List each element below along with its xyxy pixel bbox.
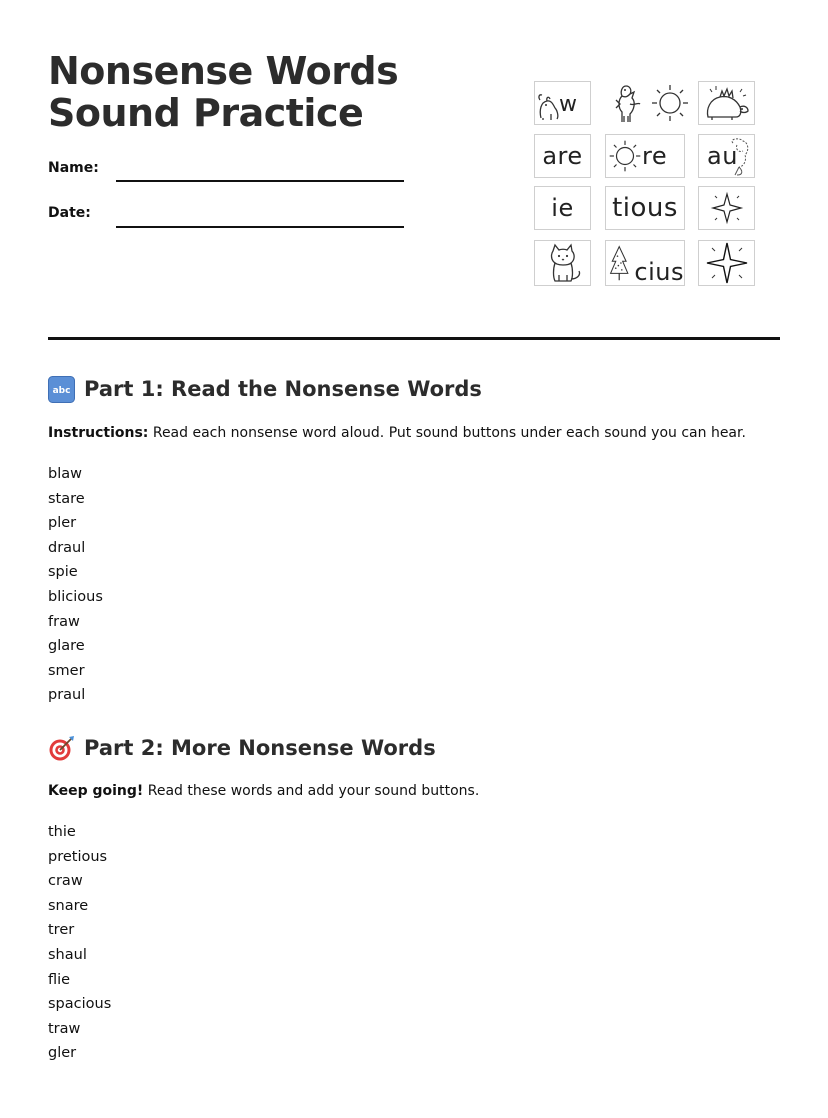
date-label: Date:	[48, 205, 91, 221]
tile-dragon	[605, 81, 647, 125]
list-item: thie	[48, 824, 76, 840]
part2-word-list	[48, 820, 111, 1066]
list-item: draul	[48, 539, 86, 556]
part1-heading	[48, 374, 482, 404]
tile-star-small	[698, 186, 755, 230]
dinosaur-icon	[702, 83, 752, 123]
target-icon	[48, 735, 75, 762]
tile-text: re	[642, 142, 668, 170]
part1-instructions	[48, 425, 746, 441]
part2-heading-text: Part 2: More Nonsense Words	[84, 736, 436, 760]
part1-instr-text: Read each nonsense word aloud. Put sound buttons under each sound you can hear.	[148, 425, 746, 441]
tile-star-large	[698, 240, 755, 286]
part2-instructions	[48, 783, 479, 799]
tile-tious	[605, 186, 685, 230]
part1-word-list	[48, 462, 103, 708]
tile-cat	[534, 240, 591, 286]
abc-icon	[48, 376, 75, 403]
part2-heading	[48, 733, 436, 763]
date-line[interactable]	[116, 226, 404, 228]
tile-text: are	[542, 142, 583, 170]
list-item: blaw	[48, 466, 82, 482]
page-title: Nonsense Words Sound Practice	[48, 49, 399, 135]
dragon-icon	[610, 82, 642, 124]
tile-text: ie	[551, 194, 574, 222]
list-item: pler	[48, 515, 77, 532]
star-icon	[704, 240, 750, 286]
name-label: Name:	[48, 160, 99, 176]
list-item: praul	[48, 687, 86, 704]
tile-ie	[534, 186, 591, 230]
list-item: traw	[48, 1020, 81, 1037]
tile-text: cius	[634, 258, 684, 286]
cat-icon	[541, 241, 585, 285]
list-item: pretious	[48, 848, 108, 865]
tile-lion-au	[698, 134, 755, 178]
tree-icon	[608, 241, 630, 285]
list-item: stare	[48, 490, 85, 507]
star-icon	[707, 188, 747, 228]
part1-instr-label: Instructions:	[48, 425, 149, 441]
list-item: glare	[48, 638, 85, 655]
list-item: trer	[48, 922, 75, 939]
tile-cow-w	[534, 81, 591, 125]
name-line[interactable]	[116, 180, 404, 182]
tile-text: w	[559, 92, 577, 117]
phonics-tiles	[534, 81, 756, 287]
sun-icon	[608, 139, 642, 173]
tile-are	[534, 134, 591, 178]
tile-sun	[648, 81, 692, 125]
list-item: flie	[48, 971, 71, 988]
list-item: fraw	[48, 613, 80, 630]
list-item: spie	[48, 564, 78, 581]
svg-text:abc: abc	[52, 385, 71, 396]
list-item: spacious	[48, 996, 112, 1013]
sun-icon	[650, 83, 690, 123]
part2-instr-text: Read these words and add your sound buttons.	[143, 783, 480, 799]
tile-tree-cius	[605, 240, 685, 286]
part1-heading-text: Part 1: Read the Nonsense Words	[84, 377, 482, 401]
tile-dinosaur	[698, 81, 755, 125]
section-divider	[48, 337, 780, 340]
list-item: smer	[48, 662, 85, 679]
tile-sun-re	[605, 134, 685, 178]
list-item: blicious	[48, 588, 103, 605]
list-item: gler	[48, 1045, 77, 1062]
tile-text: au	[707, 142, 738, 170]
part2-instr-label: Keep going!	[48, 783, 144, 799]
list-item: snare	[48, 897, 89, 914]
list-item: craw	[48, 873, 83, 890]
tile-text: tious	[612, 193, 678, 223]
list-item: shaul	[48, 946, 87, 963]
